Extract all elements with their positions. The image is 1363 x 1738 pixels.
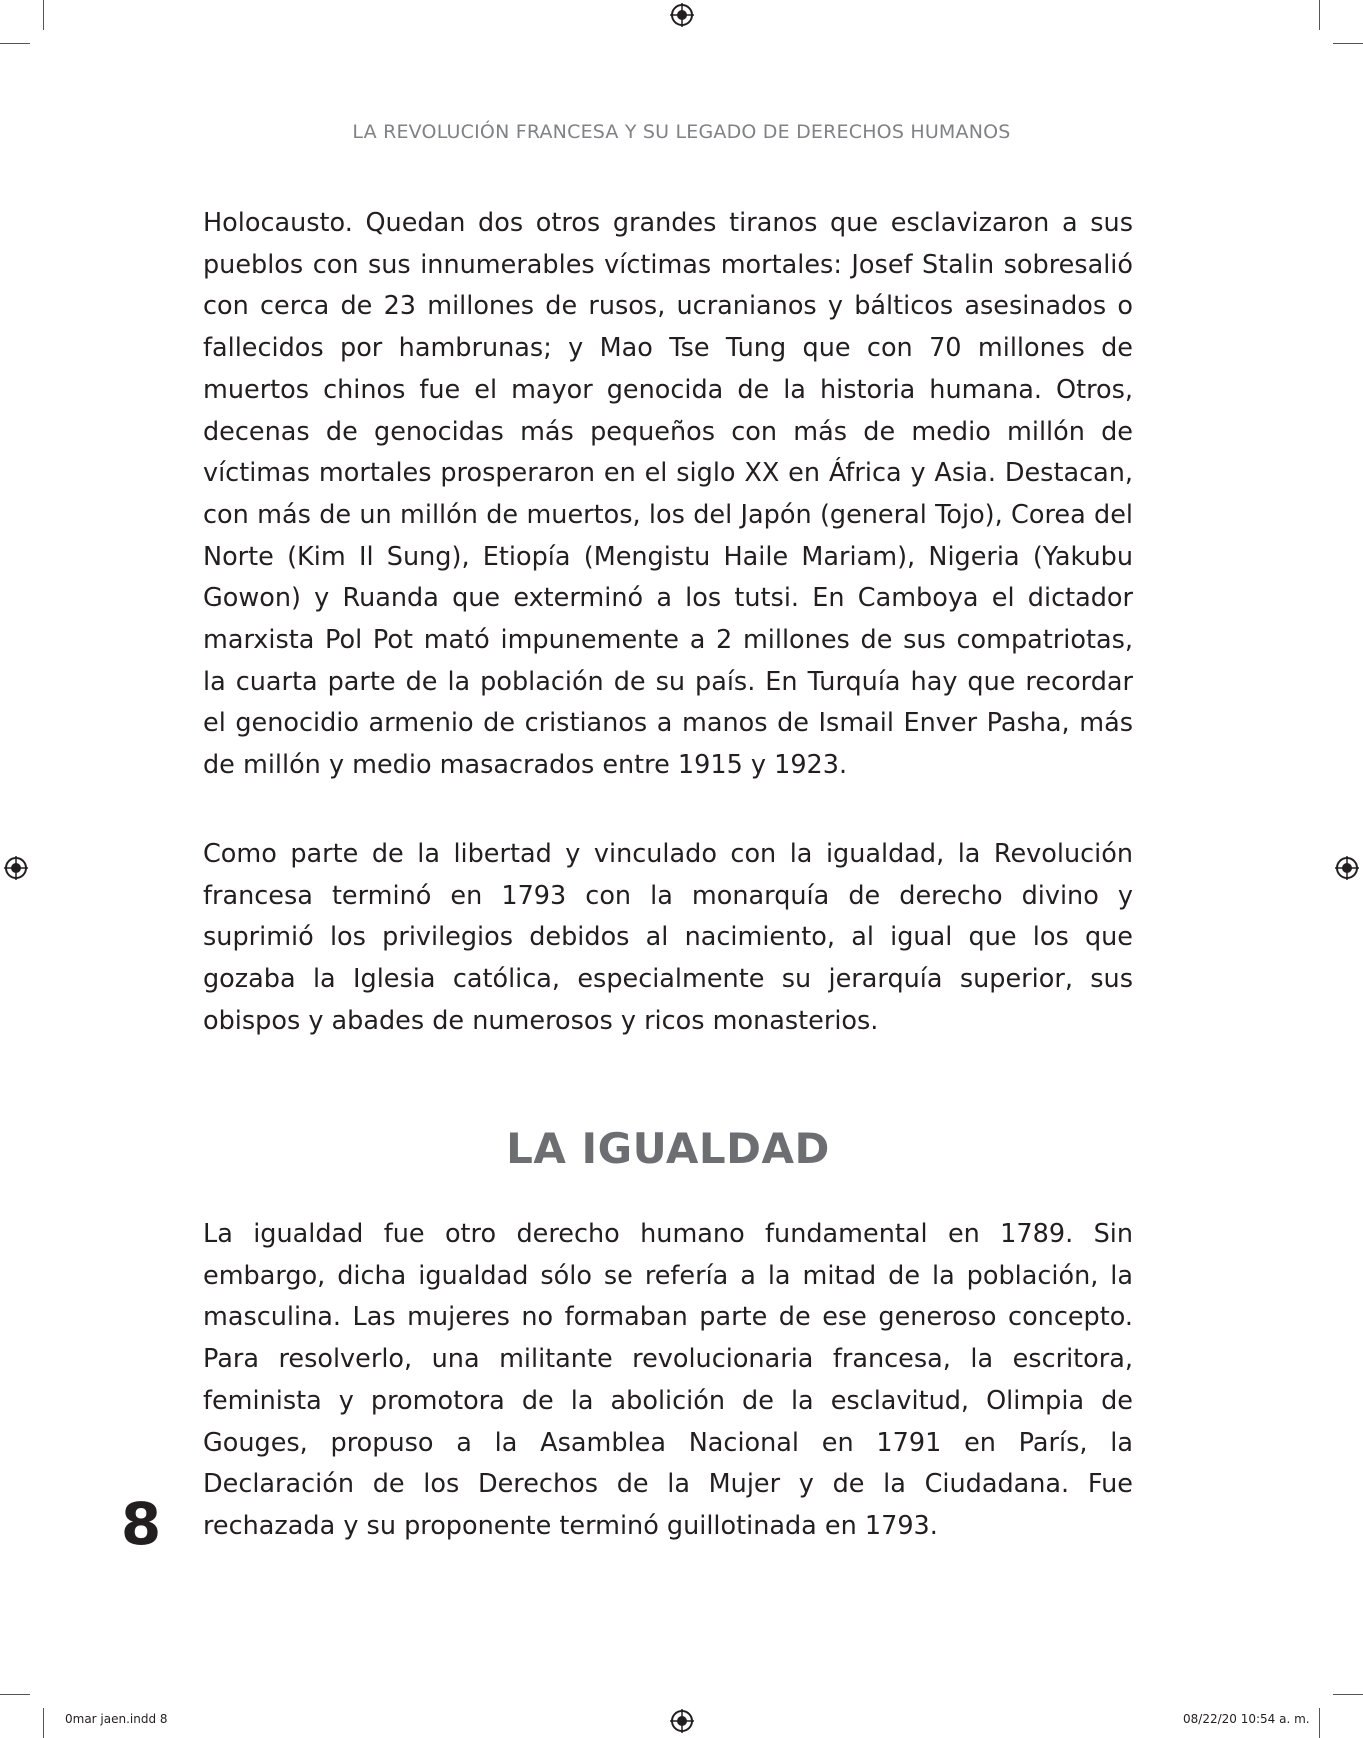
crop-mark-top-left-vertical (43, 0, 44, 30)
body-paragraph: Holocausto. Quedan dos otros grandes tiranos que esclavizaron a sus pueblos con sus innumerables víctimas mortales: Josef Stalin sobresalió con cerca de 23 millones de rusos, ucranianos y bálticos asesinados o fallecidos por hambrunas; y Mao Tse Tung que con 70 millones de muertos chinos fue el mayor genocida de la historia humana. Otros, decenas de genocidas más pequeños con más de medio millón de víctimas mortales prosperaron en el siglo XX en África y Asia. Destacan, con más de un millón de muertos, los del Japón (general Tojo), Corea del Norte (Kim Il Sung), Etiopía (Mengistu Haile Mariam), Nigeria (Yakubu Gowon) y Ruanda que exterminó a los tutsi. En Camboya el dictador marxista Pol Pot mató impunemente a 2 millones de sus compatriotas, la cuarta parte de la población de su país. En Turquía hay que recordar el genocidio armenio de cristianos a manos de Ismail Enver Pasha, más de millón y medio masacrados entre 1915 y 1923. (203, 208, 1133, 781)
section-title: LA IGUALDAD (506, 1124, 830, 1173)
registration-mark-icon (670, 1709, 694, 1733)
crop-mark-bottom-left-vertical (43, 1708, 44, 1738)
registration-mark-icon (4, 856, 28, 880)
running-head: LA REVOLUCIÓN FRANCESA Y SU LEGADO DE DERECHOS HUMANOS (352, 121, 1011, 143)
body-paragraph: Como parte de la libertad y vinculado con la igualdad, la Revolución francesa terminó en 1793 con la monarquía de derecho divino y suprimió los privilegios debidos al nacimiento, al igual que los que gozaba la Iglesia católica, especialmente su jerarquía superior, sus obispos y abades de numerosos y ricos monasterios. (203, 839, 1133, 1036)
crop-mark-top-right-vertical (1319, 0, 1320, 30)
registration-mark-icon (1335, 856, 1359, 880)
crop-mark-top-right-horizontal (1333, 43, 1363, 44)
crop-mark-bottom-right-vertical (1319, 1708, 1320, 1738)
crop-mark-bottom-left-horizontal (0, 1694, 30, 1695)
crop-mark-bottom-right-horizontal (1333, 1694, 1363, 1695)
body-paragraph: La igualdad fue otro derecho humano fundamental en 1789. Sin embargo, dicha igualdad sólo se refería a la mitad de la población, la masculina. Las mujeres no formaban parte de ese generoso concepto. Para resolverlo, una militante revolucionaria francesa, la escritora, feminista y promotora de la abolición de la esclavitud, Olimpia de Gouges, propuso a la Asamblea Nacional en 1791 en París, la Declaración de los Derechos de la Mujer y de la Ciudadana. Fue rechazada y su proponente terminó guillotinada en 1793. (203, 1219, 1133, 1541)
page-number: 8 (120, 1490, 162, 1558)
crop-mark-top-left-horizontal (0, 43, 30, 44)
slug-datetime: 08/22/20 10:54 a. m. (1183, 1712, 1310, 1726)
registration-mark-icon (670, 3, 694, 27)
slug-file-name: 0mar jaen.indd 8 (65, 1712, 168, 1726)
